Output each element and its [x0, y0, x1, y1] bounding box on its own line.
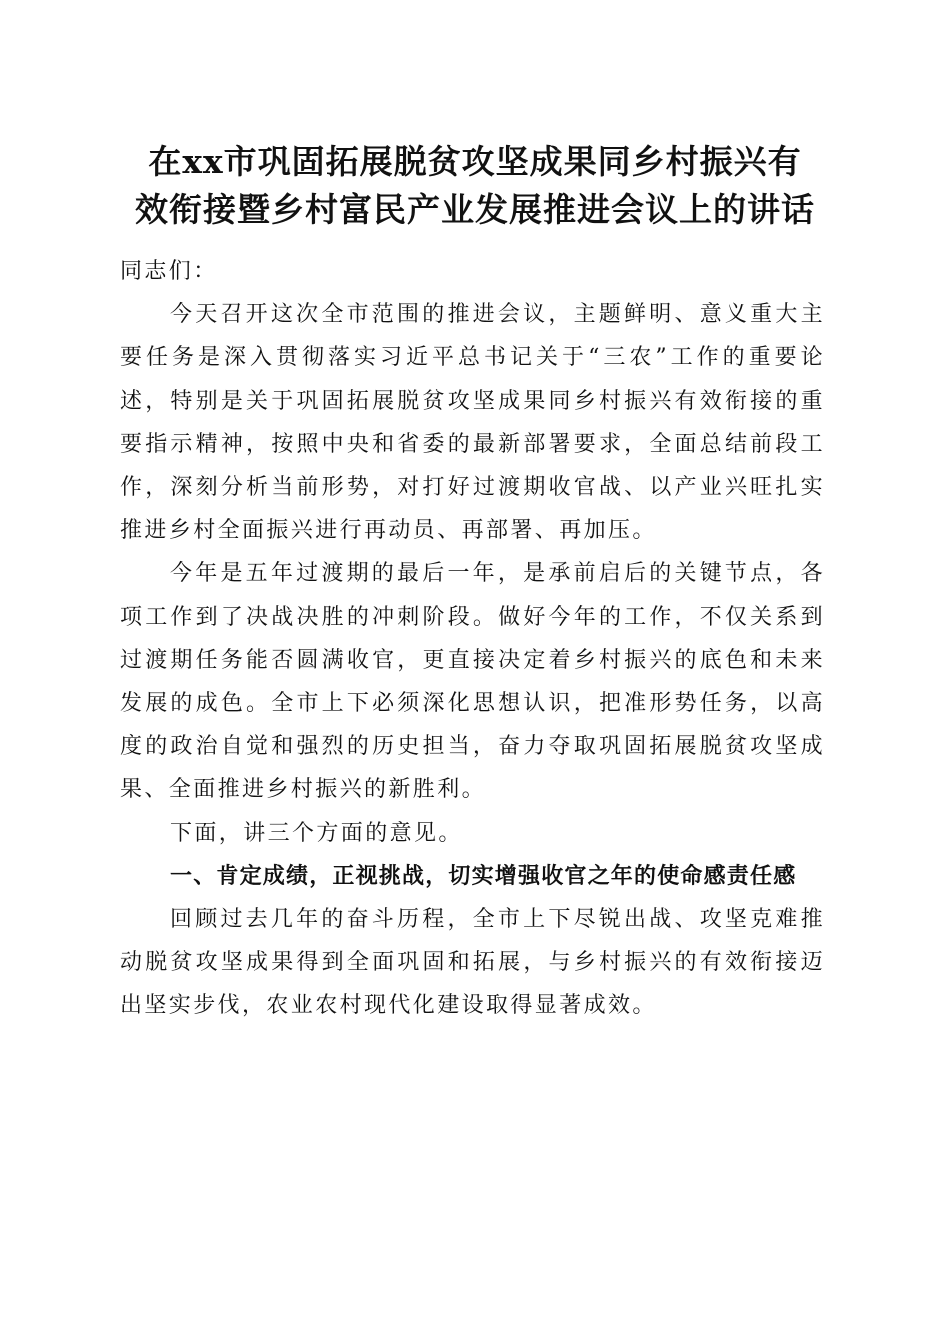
document-body	[120, 250, 825, 1028]
paragraph-context: 今年是五年过渡期的最后一年，是承前启后的关键节点，各项工作到了决战决胜的冲刺阶段。做好今年的工作，不仅关系到过渡期任务能否圆满收官，更直接决定着乡村振兴的底色和未来发展的成色。全市上下必须深化思想认识，把准形势任务，以高度的政治自觉和强烈的历史担当，奋力夺取巩固拓展脱贫攻坚成果、全面推进乡村振兴的新胜利。	[120, 561, 825, 803]
paragraph-outline: 下面，讲三个方面的意见。	[170, 820, 463, 846]
document-title	[100, 138, 850, 234]
title-line-2: 效衔接暨乡村富民产业发展推进会议上的讲话	[135, 190, 815, 229]
paragraph-review: 回顾过去几年的奋斗历程，全市上下尽锐出战、攻坚克难推动脱贫攻坚成果得到全面巩固和拓展，与乡村振兴的有效衔接迈出坚实步伐，农业农村现代化建设取得显著成效。	[120, 907, 825, 1019]
greeting: 同志们：	[120, 259, 218, 284]
title-line-1: 在xx市巩固拓展脱贫攻坚成果同乡村振兴有	[148, 142, 802, 181]
section-heading-1: 一、肯定成绩，正视挑战，切实增强收官之年的使命感责任感	[170, 863, 797, 889]
paragraph-opening: 今天召开这次全市范围的推进会议，主题鲜明、意义重大主要任务是深入贯彻落实习近平总书记关于“三农”工作的重要论述，特别是关于巩固拓展脱贫攻坚成果同乡村振兴有效衔接的重要指示精神，按照中央和省委的最新部署要求，全面总结前段工作，深刻分析当前形势，对打好过渡期收官战、以产业兴旺扎实推进乡村全面振兴进行再动员、再部署、再加压。	[120, 302, 825, 544]
